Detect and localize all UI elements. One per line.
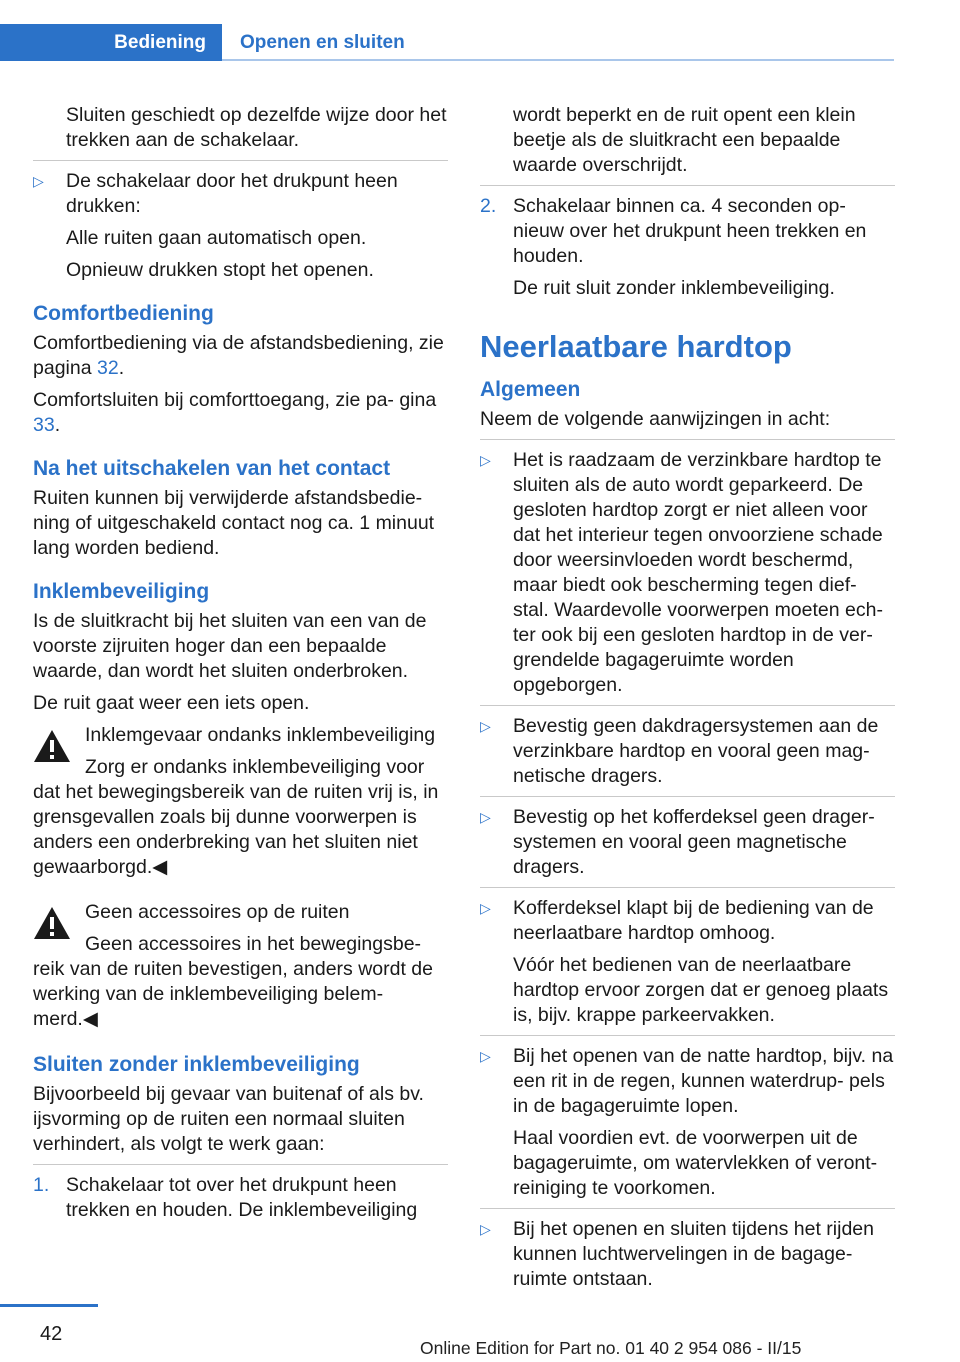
list-item [480, 1217, 895, 1292]
divider [480, 705, 895, 706]
paragraph-text: Comfortbediening via de afstandsbediening, zie pagina [33, 332, 444, 379]
warning-box [33, 723, 448, 880]
list-item-text: Bij het openen van de natte hardtop, bijv. na een rit in de regen, kunnen waterdrup‐ pels in de bagageruimte lopen. [513, 1045, 894, 1117]
list-item-text: Kofferdeksel klapt bij de bediening van de neerlaatbare hardtop omhoog. [513, 897, 874, 944]
list-item-text: De schakelaar door het drukpunt heen drukken: [66, 170, 398, 217]
item-number: 1. [33, 1174, 50, 1196]
list-item [480, 448, 895, 698]
warning-triangle-icon [33, 906, 71, 940]
divider [480, 887, 895, 888]
page-link[interactable]: 32 [96, 357, 119, 379]
triangle-right-icon: ▷ [480, 718, 491, 734]
divider [480, 1035, 895, 1036]
divider [480, 796, 895, 797]
item-number: 2. [480, 195, 497, 217]
numbered-item-text: Schakelaar tot over het drukpunt heen trekken en houden. De inklembeveiliging [66, 1174, 418, 1221]
triangle-right-icon: ▷ [480, 900, 491, 916]
section-heading: Algemeen [480, 378, 581, 401]
divider [33, 160, 448, 161]
right-column [480, 103, 895, 1299]
divider [33, 1164, 448, 1165]
list-item-text: Bevestig op het kofferdeksel geen drager‐ systemen en vooral geen magnetische dragers. [513, 806, 875, 878]
warning-title: Geen accessoires op de ruiten [85, 901, 350, 923]
numbered-item-subtext: De ruit sluit zonder inklembeveiliging. [513, 277, 835, 299]
list-item-subtext: Vóór het bedienen van de neerlaatbare hardtop ervoor zorgen dat er genoeg plaats is, bijv. krappe parkeervakken. [513, 954, 889, 1026]
section-heading: Na het uitschakelen van het contact [33, 457, 391, 480]
warning-body: Zorg er ondanks inklembeveiliging voor dat het bewegingsbereik van de ruiten vrij is, in grensgevallen zoals bij dunne voorwerpen is anders een onderbreking van het sluiten niet gewaarborgd.◀ [33, 756, 439, 878]
tab-openen-en-sluiten[interactable]: Openen en sluiten [240, 32, 405, 53]
list-item [480, 1044, 895, 1201]
list-item [480, 805, 895, 880]
list-item [33, 169, 448, 283]
paragraph-text: Comfortsluiten bij comforttoegang, zie pa‐ gina [33, 389, 437, 411]
numbered-item [480, 194, 895, 301]
paragraph: Ruiten kunnen bij verwijderde afstandsbedie‐ ning of uitgeschakeld contact nog ca. 1 minuut lang worden bediend. [33, 487, 435, 559]
divider [480, 439, 895, 440]
paragraph: Comfortbediening via de afstandsbediening, zie pagina 32. [33, 332, 444, 379]
list-item-subtext: Alle ruiten gaan automatisch open. [66, 227, 367, 249]
left-column [33, 103, 448, 1230]
paragraph: Bijvoorbeeld bij gevaar van buitenaf of als bv. ijsvorming op de ruiten een normaal sluiten verhindert, als volgt te werk gaan: [33, 1083, 424, 1155]
list-item-text: Het is raadzaam de verzinkbare hardtop te sluiten als de auto wordt geparkeerd. De gesloten hardtop zorgt er niet alleen voor dat het interieur tegen onvoorziene schade door weersinvloeden wordt beschermd, maar biedt ook bescherming tegen dief‐ stal. Waardevolle voorwerpen moeten ech‐ ter ook bij een gesloten hardtop in de ver‐ grendelde bagageruimte worden opgeborgen. [513, 449, 883, 696]
warning-body: Geen accessoires in het bewegingsbe‐ reik van de ruiten bevestigen, anders wordt de werking van de inklembeveiliging belem‐ merd.◀ [33, 933, 433, 1030]
triangle-right-icon: ▷ [480, 1048, 491, 1064]
list-item-subtext: Opnieuw drukken stopt het openen. [66, 259, 374, 281]
divider [480, 1208, 895, 1209]
triangle-right-icon: ▷ [480, 452, 491, 468]
paragraph: wordt beperkt en de ruit opent een klein beetje als de sluitkracht een bepaalde waarde overschrijdt. [513, 104, 856, 176]
page-header [0, 0, 960, 62]
triangle-right-icon: ▷ [33, 173, 44, 189]
paragraph: Comfortsluiten bij comforttoegang, zie pa‐ gina 33. [33, 389, 437, 436]
page-number: 42 [40, 1323, 63, 1345]
paragraph: Neem de volgende aanwijzingen in acht: [480, 408, 831, 430]
page-link[interactable]: 33 [33, 414, 55, 436]
list-item-subtext: Haal voordien evt. de voorwerpen uit de bagageruimte, om watervlekken of veront‐ reiniging te voorkomen. [513, 1127, 878, 1199]
list-item-text: Bij het openen en sluiten tijdens het rijden kunnen luchtwervelingen in de bagage‐ ruimte ontstaan. [513, 1218, 874, 1290]
list-item [480, 714, 895, 789]
footer-rule [0, 1304, 98, 1307]
list-item-text: Bevestig geen dakdragersystemen aan de verzinkbare hardtop en vooral geen mag‐ netische dragers. [513, 715, 879, 787]
warning-title: Inklemgevaar ondanks inklembeveiliging [85, 724, 436, 746]
header-divider [222, 59, 894, 61]
section-heading: Inklembeveiliging [33, 580, 210, 603]
paragraph: Is de sluitkracht bij het sluiten van een van de voorste zijruiten hoger dan een bepaalde waarde, dan wordt het sluiten onderbroken. [33, 610, 427, 682]
chapter-heading: Neerlaatbare hardtop [480, 329, 792, 364]
section-heading: Sluiten zonder inklembeveiliging [33, 1053, 360, 1076]
warning-box [33, 900, 448, 1032]
triangle-right-icon: ▷ [480, 1221, 491, 1237]
numbered-item-text: Schakelaar binnen ca. 4 seconden op‐ nieuw over het drukpunt heen trekken en houden. [513, 195, 867, 267]
tab-bediening[interactable]: Bediening [0, 24, 222, 61]
numbered-item [33, 1173, 448, 1223]
list-item [480, 896, 895, 1028]
paragraph: Sluiten geschiedt op dezelfde wijze door het trekken aan de schakelaar. [66, 104, 447, 151]
warning-triangle-icon [33, 729, 71, 763]
paragraph: De ruit gaat weer een iets open. [33, 692, 310, 714]
edition-note: Online Edition for Part no. 01 40 2 954 086 - II/15 [420, 1338, 802, 1358]
divider [480, 185, 895, 186]
triangle-right-icon: ▷ [480, 809, 491, 825]
section-heading: Comfortbediening [33, 302, 214, 325]
